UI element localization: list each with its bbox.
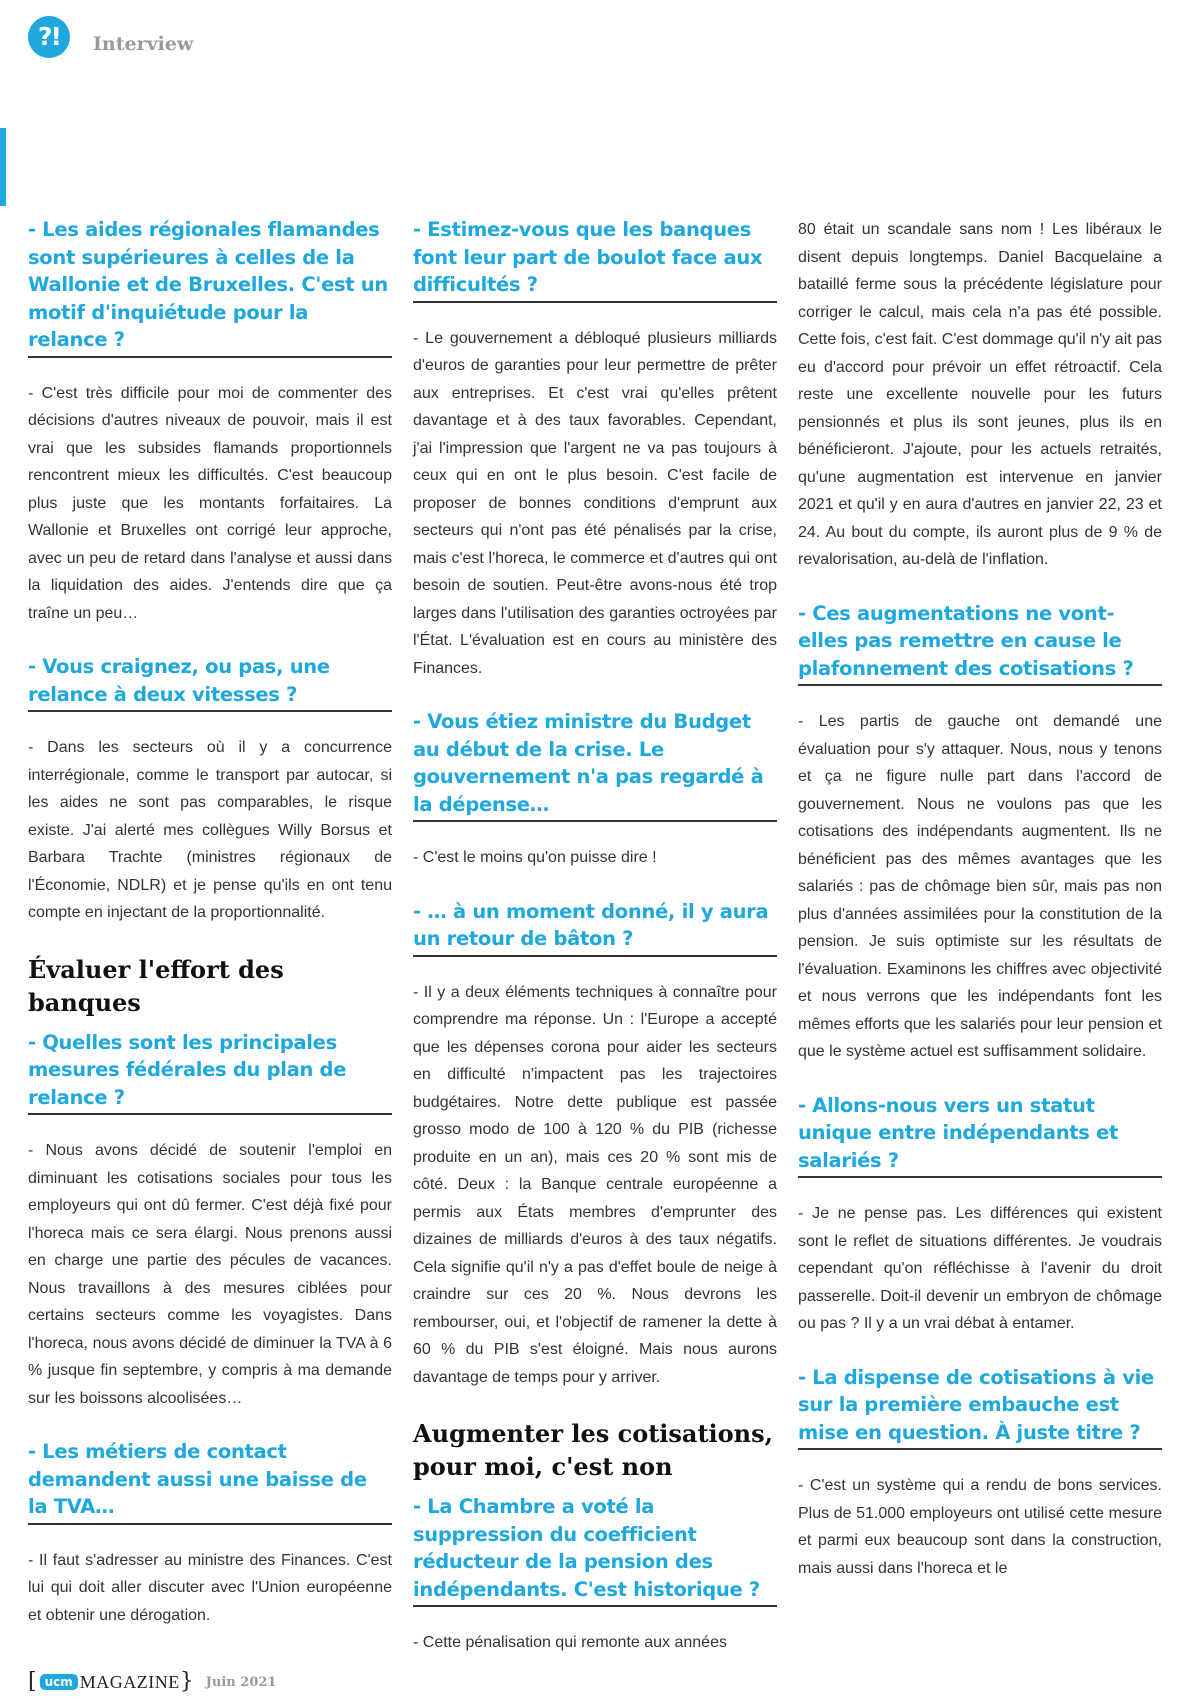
question: - Les métiers de contact demandent aussi une baisse de la TVA… — [28, 1438, 392, 1525]
question: - Vous craignez, ou pas, une relance à deux vitesses ? — [28, 653, 392, 712]
question: - Estimez-vous que les banques font leur part de boulot face aux difficultés ? — [413, 216, 777, 303]
column-2 — [413, 216, 777, 1657]
answer-paragraph: - C'est un système qui a rendu de bons services. Plus de 51.000 employeurs ont utilisé cette mesure et parmi eux beaucoup sont dans la construction, mais aussi dans l'horeca et le — [798, 1477, 1162, 1577]
section-heading: Augmenter les cotisations, pour moi, c'est non — [413, 1419, 773, 1481]
ucm-logo: ucm — [40, 1674, 78, 1690]
answer-paragraph: - Je ne pense pas. Les différences qui existent sont le reflet de situations différentes. Je voudrais cependant qu'on réfléchisse à l'avenir du droit passerelle. Doit-il devenir un embryon de chômage ou pas ? Il y a un vrai débat à entamer. — [798, 1205, 1162, 1332]
question: - La Chambre a voté la suppression du coefficient réducteur de la pension des indépendants. C'est historique ? — [413, 1493, 777, 1607]
footer-bracket-open: [ — [28, 1669, 37, 1694]
section-label: Interview — [93, 33, 194, 55]
accent-bar — [0, 128, 6, 206]
question: - Ces augmentations ne vont-elles pas remettre en cause le plafonnement des cotisations ? — [798, 600, 1162, 687]
answer-paragraph: - Il y a deux éléments techniques à connaître pour comprendre ma réponse. Un : l'Europe a accepté que les dépenses corona pour aider les secteurs en difficulté n'impactent pas les trajectoires budgétaires. Notre dette publique est passée grosso modo de 100 à 120 % du PIB (richesse produite en un an), mais ces 20 % sont mis de côté. Deux : la Banque centrale européenne a permis aux États membres d'emprunter des dizaines de milliards d'euros à des taux négatifs. Cela signifie qu'il n'y a pas d'effet boule de neige à craindre sur ces 20 %. Nous devrons les rembourser, oui, et l'objectif de ramener la dette à 60 % du PIB s'est éloigné. Mais nous aurons davantage de temps pour y arriver. — [413, 983, 777, 1386]
question: - Vous étiez ministre du Budget au début de la crise. Le gouvernement n'a pas regardé à la dépense… — [413, 708, 777, 822]
question: - Quelles sont les principales mesures fédérales du plan de relance ? — [28, 1029, 392, 1116]
issue-date: Juin 2021 — [205, 1674, 277, 1690]
answer-paragraph: - Le gouvernement a débloqué plusieurs milliards d'euros de garanties pour leur permettre de prêter aux entreprises. Et c'est vrai qu'elles prêtent davantage et à des taux favorables. Cependant, j'ai l'impression que l'argent ne va pas toujours à ceux qui en ont le plus besoin. C'est facile de proposer de bonnes conditions d'emprunt aux secteurs qui n'ont pas été pénalisés par la crise, mais c'est l'horeca, le commerce et d'autres qui ont besoin de soutien. Peut-être avons-nous été trop larges dans l'utilisation des garanties octroyées par l'État. L'évaluation est en cours au ministère des Finances. — [413, 329, 777, 677]
footer — [28, 1670, 276, 1694]
answer-paragraph: - Cette pénalisation qui remonte aux années — [413, 1634, 727, 1651]
section-heading: Évaluer l'effort des banques — [28, 954, 284, 1017]
answer-paragraph: - Il faut s'adresser au ministre des Finances. C'est lui qui doit aller discuter avec l'Union européenne et obtenir une dérogation. — [28, 1551, 392, 1624]
column-3 — [798, 216, 1162, 1582]
answer-paragraph: - C'est très difficile pour moi de commenter des décisions d'autres niveaux de pouvoir, mais il est vrai que les subsides flamands proportionnels rencontrent mieux les difficultés. C'est beaucoup plus juste que les montants forfaitaires. La Wallonie et Bruxelles ont corrigé leur approche, avec un peu de retard dans l'analyse et aussi dans la liquidation des aides. J'entends dire que ça traîne un peu… — [28, 384, 392, 622]
question: - La dispense de cotisations à vie sur la première embauche est mise en question. À juste titre ? — [798, 1364, 1162, 1451]
logo-icon: ?! — [28, 16, 70, 58]
answer-paragraph: 80 était un scandale sans nom ! Les libéraux le disent depuis longtemps. Daniel Bacquelaine a bataillé ferme sous la précédente législature pour corriger le calcul, mais cela n'a pas été possible. Cette fois, c'est fait. C'est dommage qu'il n'y ait pas eu d'accord pour prévoir un effet rétroactif. Cela reste une excellente nouvelle pour les futurs pensionnés et plus ils sont jeunes, plus ils en bénéficieront. J'ajoute, pour les actuels retraités, qu'une augmentation est intervenue en janvier 2021 et qu'il y en aura d'autres en janvier 22, 23 et 24. Au bout du compte, ils auront plus de 9 % de revalorisation, au-delà de l'inflation. — [798, 221, 1162, 568]
answer-paragraph: - Dans les secteurs où il y a concurrence interrégionale, comme le transport par autocar, si les aides ne sont pas comparables, le risque existe. J'ai alerté mes collègues Willy Borsus et Barbara Trachte (ministres régionaux de l'Économie, NDLR) et je pense qu'ils en ont tenu compte en injectant de la proportionnalité. — [28, 739, 392, 921]
footer-bracket-close: } — [179, 1669, 194, 1694]
answer-paragraph: - Les partis de gauche ont demandé une évaluation pour s'y attaquer. Nous, nous y tenons et ça ne figure nulle part dans l'accord de gouvernement. Nous ne voulons pas que les cotisations des indépendants augmentent. Ils ne bénéficient pas des mêmes avantages que les salariés : pas de chômage bien sûr, mais pas non plus d'années assimilées pour la constitution de la pension. Je suis optimiste sur les résultats de l'évaluation. Examinons les chiffres avec objectivité et nous verrons que les indépendants font les mêmes efforts que les salariés pour leur pension et que le système actuel est suffisamment solidaire. — [798, 713, 1162, 1060]
answer-paragraph: - C'est le moins qu'on puisse dire ! — [413, 849, 657, 866]
question: - Allons-nous vers un statut unique entre indépendants et salariés ? — [798, 1092, 1162, 1179]
magazine-name: MAGAZINE — [79, 1671, 180, 1692]
question: - … à un moment donné, il y aura un retour de bâton ? — [413, 898, 777, 957]
question: - Les aides régionales flamandes sont supérieures à celles de la Wallonie et de Bruxelles. C'est un motif d'inquiétude pour la relance ? — [28, 216, 392, 358]
column-1 — [28, 216, 392, 1629]
answer-paragraph: - Nous avons décidé de soutenir l'emploi en diminuant les cotisations sociales pour tous les employeurs qui ont dû fermer. C'est déjà fixé pour l'horeca mais ce sera élargi. Nous prenons aussi en charge une partie des pécules de vacances. Nous travaillons à des mesures ciblées pour certains secteurs comme les voyagistes. Dans l'horeca, nous avons décidé de diminuer la TVA à 6 % jusque fin septembre, y compris à ma demande sur les boissons alcoolisées… — [28, 1142, 392, 1407]
